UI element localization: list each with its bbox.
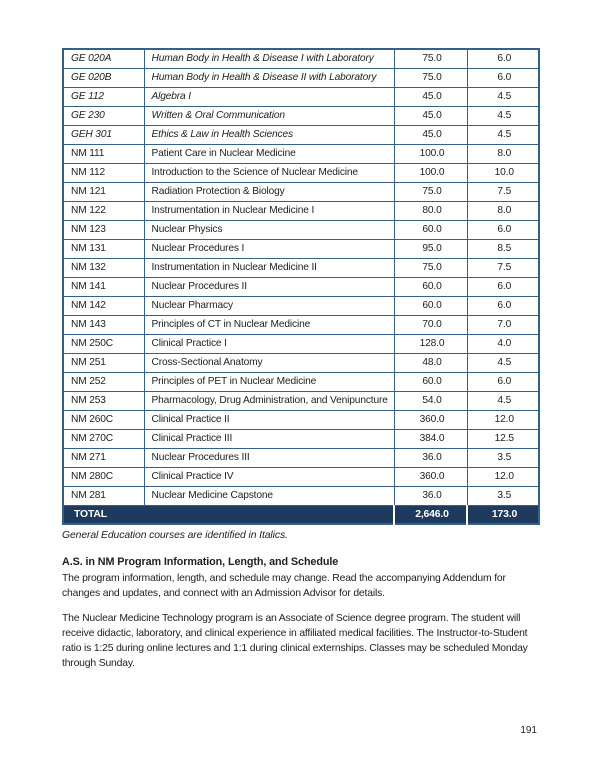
course-credits-cell: 12.5 [467, 429, 539, 448]
course-hours-cell: 75.0 [394, 258, 467, 277]
course-credits-cell: 6.0 [467, 372, 539, 391]
course-hours-cell: 54.0 [394, 391, 467, 410]
course-hours-cell: 60.0 [394, 296, 467, 315]
total-row [63, 505, 539, 524]
table-row [63, 182, 539, 201]
course-hours-cell: 100.0 [394, 144, 467, 163]
course-hours-cell: 360.0 [394, 467, 467, 486]
course-hours-cell: 70.0 [394, 315, 467, 334]
course-hours-cell: 36.0 [394, 448, 467, 467]
course-title-cell: Nuclear Medicine Capstone [144, 486, 394, 505]
course-code-cell: GE 020B [63, 68, 144, 87]
course-title-cell: Principles of CT in Nuclear Medicine [144, 315, 394, 334]
course-code-cell: NM 271 [63, 448, 144, 467]
course-title-cell: Nuclear Procedures II [144, 277, 394, 296]
table-caption: General Education courses are identified in Italics. [62, 530, 288, 541]
total-label: TOTAL [63, 505, 394, 524]
course-hours-cell: 60.0 [394, 372, 467, 391]
course-title-cell: Ethics & Law in Health Sciences [144, 125, 394, 144]
course-hours-cell: 95.0 [394, 239, 467, 258]
course-hours-cell: 128.0 [394, 334, 467, 353]
course-credits-cell: 12.0 [467, 410, 539, 429]
course-title-cell: Nuclear Procedures I [144, 239, 394, 258]
table-row [63, 315, 539, 334]
course-code-cell: NM 270C [63, 429, 144, 448]
course-title-cell: Instrumentation in Nuclear Medicine I [144, 201, 394, 220]
course-title-cell: Nuclear Procedures III [144, 448, 394, 467]
table-row [63, 448, 539, 467]
course-credits-cell: 4.5 [467, 125, 539, 144]
course-credits-cell: 6.0 [467, 68, 539, 87]
total-hours: 2,646.0 [394, 505, 467, 524]
table-row [63, 125, 539, 144]
course-title-cell: Patient Care in Nuclear Medicine [144, 144, 394, 163]
course-code-cell: NM 251 [63, 353, 144, 372]
course-title-cell: Clinical Practice IV [144, 467, 394, 486]
course-hours-cell: 360.0 [394, 410, 467, 429]
table-row [63, 429, 539, 448]
course-table-body [63, 49, 539, 524]
total-credits: 173.0 [467, 505, 539, 524]
course-credits-cell: 7.0 [467, 315, 539, 334]
course-credits-cell: 4.5 [467, 87, 539, 106]
table-row [63, 372, 539, 391]
course-credits-cell: 12.0 [467, 467, 539, 486]
course-title-cell: Cross-Sectional Anatomy [144, 353, 394, 372]
course-title-cell: Human Body in Health & Disease II with Laboratory [144, 68, 394, 87]
course-code-cell: GE 020A [63, 49, 144, 68]
table-row [63, 239, 539, 258]
course-code-cell: GE 230 [63, 106, 144, 125]
course-hours-cell: 36.0 [394, 486, 467, 505]
course-credits-cell: 4.5 [467, 391, 539, 410]
page-content [62, 48, 538, 671]
course-code-cell: NM 122 [63, 201, 144, 220]
course-title-cell: Clinical Practice I [144, 334, 394, 353]
table-row [63, 201, 539, 220]
course-hours-cell: 45.0 [394, 125, 467, 144]
course-credits-cell: 4.0 [467, 334, 539, 353]
course-credits-cell: 6.0 [467, 277, 539, 296]
table-row [63, 410, 539, 429]
course-title-cell: Written & Oral Communication [144, 106, 394, 125]
course-title-cell: Principles of PET in Nuclear Medicine [144, 372, 394, 391]
course-hours-cell: 75.0 [394, 49, 467, 68]
course-credits-cell: 4.5 [467, 353, 539, 372]
course-hours-cell: 384.0 [394, 429, 467, 448]
course-credits-cell: 8.0 [467, 201, 539, 220]
course-credits-cell: 10.0 [467, 163, 539, 182]
course-code-cell: NM 281 [63, 486, 144, 505]
table-row [63, 486, 539, 505]
table-row [63, 106, 539, 125]
course-code-cell: NM 143 [63, 315, 144, 334]
course-hours-cell: 45.0 [394, 87, 467, 106]
table-row [63, 353, 539, 372]
course-credits-cell: 6.0 [467, 220, 539, 239]
course-title-cell: Introduction to the Science of Nuclear Medicine [144, 163, 394, 182]
course-code-cell: GE 112 [63, 87, 144, 106]
course-code-cell: NM 111 [63, 144, 144, 163]
course-hours-cell: 75.0 [394, 68, 467, 87]
course-code-cell: NM 253 [63, 391, 144, 410]
course-code-cell: NM 112 [63, 163, 144, 182]
table-row [63, 296, 539, 315]
table-row [63, 467, 539, 486]
table-row [63, 220, 539, 239]
course-title-cell: Nuclear Physics [144, 220, 394, 239]
course-code-cell: NM 252 [63, 372, 144, 391]
course-hours-cell: 48.0 [394, 353, 467, 372]
course-credits-cell: 3.5 [467, 486, 539, 505]
table-row [63, 334, 539, 353]
course-hours-cell: 60.0 [394, 220, 467, 239]
course-title-cell: Human Body in Health & Disease I with Laboratory [144, 49, 394, 68]
course-title-cell: Nuclear Pharmacy [144, 296, 394, 315]
course-hours-cell: 45.0 [394, 106, 467, 125]
course-credits-cell: 4.5 [467, 106, 539, 125]
course-table [62, 48, 540, 525]
paragraph-program-description: The Nuclear Medicine Technology program is an Associate of Science degree program. The student will receive didactic, laboratory, and clinical experience in affiliated medical facilities. The Instructor-to-Student ratio is 1:25 during online lectures and 1:1 during clinical externships. Classes may be scheduled Monday through Sunday. [62, 613, 528, 669]
course-credits-cell: 7.5 [467, 182, 539, 201]
course-hours-cell: 60.0 [394, 277, 467, 296]
course-credits-cell: 6.0 [467, 296, 539, 315]
course-code-cell: NM 123 [63, 220, 144, 239]
course-title-cell: Algebra I [144, 87, 394, 106]
course-code-cell: NM 121 [63, 182, 144, 201]
course-credits-cell: 8.5 [467, 239, 539, 258]
table-row [63, 49, 539, 68]
course-code-cell: NM 132 [63, 258, 144, 277]
table-row [63, 258, 539, 277]
section-heading: A.S. in NM Program Information, Length, and Schedule [62, 556, 339, 568]
course-code-cell: NM 280C [63, 467, 144, 486]
course-hours-cell: 80.0 [394, 201, 467, 220]
course-title-cell: Radiation Protection & Biology [144, 182, 394, 201]
table-row [63, 391, 539, 410]
course-credits-cell: 6.0 [467, 49, 539, 68]
table-row [63, 277, 539, 296]
course-title-cell: Pharmacology, Drug Administration, and Venipuncture [144, 391, 394, 410]
table-row [63, 87, 539, 106]
course-credits-cell: 3.5 [467, 448, 539, 467]
course-hours-cell: 100.0 [394, 163, 467, 182]
course-code-cell: GEH 301 [63, 125, 144, 144]
course-code-cell: NM 250C [63, 334, 144, 353]
table-row [63, 163, 539, 182]
course-code-cell: NM 260C [63, 410, 144, 429]
course-credits-cell: 7.5 [467, 258, 539, 277]
course-code-cell: NM 142 [63, 296, 144, 315]
table-row [63, 144, 539, 163]
course-code-cell: NM 141 [63, 277, 144, 296]
table-row [63, 68, 539, 87]
course-code-cell: NM 131 [63, 239, 144, 258]
course-credits-cell: 8.0 [467, 144, 539, 163]
course-hours-cell: 75.0 [394, 182, 467, 201]
course-title-cell: Instrumentation in Nuclear Medicine II [144, 258, 394, 277]
course-title-cell: Clinical Practice II [144, 410, 394, 429]
paragraph-program-info: The program information, length, and schedule may change. Read the accompanying Addendum for changes and updates, and connect with an Admission Advisor for details. [62, 573, 506, 599]
course-title-cell: Clinical Practice III [144, 429, 394, 448]
page-number: 191 [520, 725, 537, 736]
